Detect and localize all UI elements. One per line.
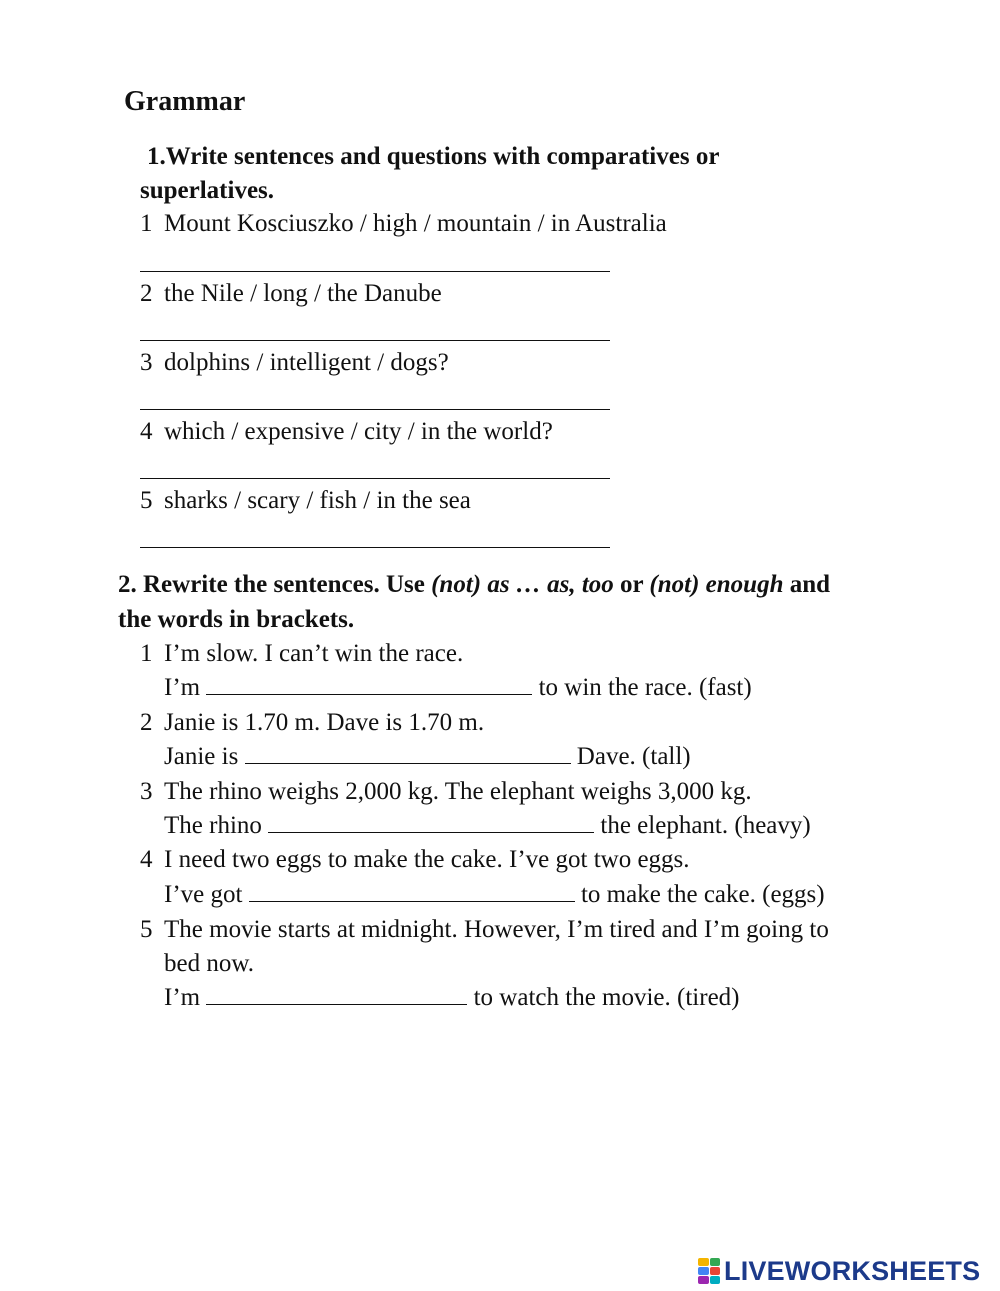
exercise2-item-5-answer: I’m to watch the movie. (tired) xyxy=(164,984,740,1011)
exercise1-answer-line-4[interactable] xyxy=(140,478,610,479)
exercise1-item-4: 4 which / expensive / city / in the world? xyxy=(140,418,553,445)
exercise2-item-5-sentence: 5 The movie starts at midnight. However, I’m tired and I’m going to xyxy=(140,916,829,943)
exercise2-item-2-answer: Janie is Dave. (tall) xyxy=(164,743,691,770)
exercise1-answer-line-3[interactable] xyxy=(140,409,610,410)
liveworksheets-logo[interactable] xyxy=(698,1253,980,1289)
exercise2-item-4-sentence: 4 I need two eggs to make the cake. I’ve got two eggs. xyxy=(140,846,690,873)
exercise2-blank-5[interactable] xyxy=(206,1003,467,1005)
exercise1-instruction-line1: 1.Write sentences and questions with comparatives or xyxy=(147,143,720,170)
liveworksheets-logo-icon xyxy=(698,1258,720,1284)
exercise2-item-1-sentence: 1 I’m slow. I can’t win the race. xyxy=(140,640,464,667)
exercise1-item-5: 5 sharks / scary / fish / in the sea xyxy=(140,487,471,514)
exercise2-item-5-sentence-line2: bed now. xyxy=(164,950,255,977)
exercise2-blank-4[interactable] xyxy=(249,900,575,902)
logo-text: LIVEWORKSHEETS xyxy=(724,1255,981,1286)
page-title: Grammar xyxy=(124,86,246,117)
exercise2-blank-2[interactable] xyxy=(245,762,571,764)
exercise2-item-3-answer: The rhino the elephant. (heavy) xyxy=(164,812,811,839)
exercise1-answer-line-1[interactable] xyxy=(140,271,610,272)
exercise2-item-4-answer: I’ve got to make the cake. (eggs) xyxy=(164,881,825,908)
exercise2-blank-3[interactable] xyxy=(268,831,594,833)
exercise2-item-2-sentence: 2 Janie is 1.70 m. Dave is 1.70 m. xyxy=(140,709,485,736)
exercise1-answer-line-5[interactable] xyxy=(140,547,610,548)
exercise2-instruction-line1: 2. Rewrite the sentences. Use (not) as … as, too or (not) enough and xyxy=(118,571,831,598)
exercise2-number: 2. xyxy=(118,571,137,598)
exercise2-blank-1[interactable] xyxy=(206,693,532,695)
exercise2-item-1-answer: I’m to win the race. (fast) xyxy=(164,674,752,701)
exercise2-item-3-sentence: 3 The rhino weighs 2,000 kg. The elephant weighs 3,000 kg. xyxy=(140,778,752,805)
exercise2-instruction-line2: the words in brackets. xyxy=(118,606,355,633)
exercise1-item-2: 2 the Nile / long / the Danube xyxy=(140,280,442,307)
exercise1-item-3: 3 dolphins / intelligent / dogs? xyxy=(140,349,449,376)
exercise1-answer-line-2[interactable] xyxy=(140,340,610,341)
exercise1-item-1: 1 Mount Kosciuszko / high / mountain / in Australia xyxy=(140,210,667,237)
exercise1-instruction-line2: superlatives. xyxy=(140,177,275,204)
exercise1-number: 1. xyxy=(147,143,166,170)
